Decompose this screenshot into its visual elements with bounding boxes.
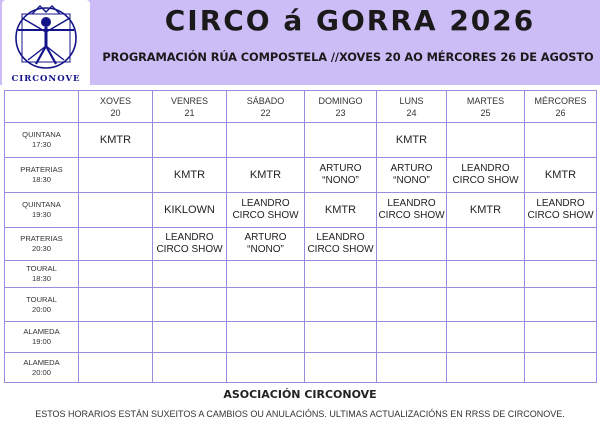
event-cell [227, 193, 305, 228]
event-cell [305, 228, 377, 261]
empty-cell [79, 261, 153, 288]
event-line: “NONO” [247, 244, 284, 255]
corner-cell [5, 91, 79, 123]
day-name: VENRES [170, 95, 208, 106]
location-name: PRATERIAS [20, 234, 63, 243]
event-cell [227, 158, 305, 193]
schedule-row [5, 123, 597, 158]
slot-time: 19:00 [31, 337, 51, 346]
day-number: 24 [406, 107, 417, 118]
slot-time: 20:00 [31, 367, 51, 377]
event-cell [447, 193, 525, 228]
event-cell [525, 193, 597, 228]
day-name: MÉRCORES [534, 95, 587, 106]
event-line: CIRCO SHOW [378, 210, 445, 221]
empty-cell [79, 228, 153, 261]
day-header [79, 91, 153, 123]
empty-cell [227, 353, 305, 383]
empty-cell [525, 123, 597, 158]
event-line: CIRCO SHOW [156, 244, 223, 255]
event-line: LEANDRO [536, 198, 585, 209]
empty-cell [525, 353, 597, 383]
empty-cell [227, 261, 305, 288]
empty-cell [377, 322, 447, 353]
event-line: KMTR [395, 134, 428, 146]
day-header [447, 91, 525, 123]
empty-cell [447, 228, 525, 261]
day-number: 21 [184, 107, 195, 118]
location-time-cell [5, 288, 79, 322]
schedule-row [5, 288, 597, 322]
empty-cell [447, 261, 525, 288]
empty-cell [305, 261, 377, 288]
event-cell [525, 158, 597, 193]
page-title: CIRCO á GORRA 2026 [164, 4, 536, 37]
day-name: XOVES [99, 95, 131, 106]
event-cell [153, 228, 227, 261]
day-header [305, 91, 377, 123]
location-time-cell [5, 123, 79, 158]
empty-cell [525, 322, 597, 353]
empty-cell [79, 353, 153, 383]
event-line: “NONO” [393, 175, 430, 186]
event-line: KMTR [173, 169, 206, 181]
event-line: ARTURO [390, 163, 433, 174]
event-cell [227, 228, 305, 261]
slot-time: 18:30 [31, 175, 51, 184]
empty-cell [377, 353, 447, 383]
empty-cell [525, 261, 597, 288]
empty-cell [305, 353, 377, 383]
location-time-cell [5, 158, 79, 193]
schedule-row [5, 228, 597, 261]
day-name: DOMINGO [318, 95, 363, 106]
location-name: TOURAL [26, 294, 57, 304]
day-name: MARTES [466, 95, 505, 106]
empty-cell [305, 123, 377, 158]
location-time-cell [5, 322, 79, 353]
empty-cell [447, 353, 525, 383]
event-cell [377, 193, 447, 228]
day-number: 22 [260, 107, 271, 118]
slot-time: 20:00 [31, 304, 51, 314]
header-row [5, 91, 597, 123]
empty-cell [447, 322, 525, 353]
event-line: LEANDRO [165, 232, 214, 243]
event-line: KMTR [469, 204, 502, 216]
day-header [227, 91, 305, 123]
empty-cell [227, 288, 305, 322]
location-time-cell [5, 193, 79, 228]
event-cell [153, 193, 227, 228]
day-number: 26 [555, 107, 566, 118]
location-name: QUINTANA [22, 130, 61, 139]
event-cell [377, 158, 447, 193]
event-cell [377, 123, 447, 158]
empty-cell [447, 123, 525, 158]
event-line: KMTR [99, 134, 132, 146]
slot-time: 18:30 [31, 274, 51, 283]
event-cell [153, 158, 227, 193]
empty-cell [227, 123, 305, 158]
event-line: LEANDRO [316, 232, 365, 243]
empty-cell [305, 288, 377, 322]
slot-time: 19:30 [31, 210, 51, 219]
schedule-row [5, 158, 597, 193]
location-name: PRATERIAS [20, 165, 63, 174]
empty-cell [153, 288, 227, 322]
empty-cell [525, 228, 597, 261]
location-name: ALAMEDA [23, 327, 60, 336]
event-line: ARTURO [319, 163, 362, 174]
event-line: KMTR [249, 169, 282, 181]
empty-cell [153, 123, 227, 158]
empty-cell [227, 322, 305, 353]
event-line: KMTR [544, 169, 577, 181]
empty-cell [525, 288, 597, 322]
slot-time: 20:30 [31, 244, 51, 253]
slot-time: 17:30 [31, 140, 51, 149]
event-cell [79, 123, 153, 158]
location-name: QUINTANA [22, 200, 61, 209]
day-number: 25 [480, 107, 491, 118]
empty-cell [377, 288, 447, 322]
day-number: 23 [335, 107, 346, 118]
logo-wordmark: CIRCONOVE [11, 74, 81, 84]
day-name: SÁBADO [246, 95, 285, 106]
empty-cell [153, 353, 227, 383]
day-name: LUNS [399, 95, 424, 106]
day-header [525, 91, 597, 123]
empty-cell [79, 322, 153, 353]
footer-note: ESTOS HORARIOS ESTÁN SUXEITOS A CAMBIOS OU ANULACIÓNS. ULTIMAS ACTUALIZACIÓNS EN RRSS DE CIRCONOVE. [35, 409, 565, 419]
location-name: TOURAL [26, 264, 57, 273]
day-number: 20 [110, 107, 121, 118]
event-line: “NONO” [322, 175, 359, 186]
empty-cell [79, 288, 153, 322]
event-line: KMTR [324, 204, 357, 216]
footer-association: ASOCIACIÓN CIRCONOVE [223, 388, 377, 401]
empty-cell [305, 322, 377, 353]
empty-cell [447, 288, 525, 322]
location-time-cell [5, 228, 79, 261]
schedule-table [4, 90, 597, 383]
location-time-cell [5, 353, 79, 383]
circonove-logo [2, 0, 90, 88]
empty-cell [153, 322, 227, 353]
page-subtitle: PROGRAMACIÓN RÚA COMPOSTELA //XOVES 20 AO MÉRCORES 26 DE AGOSTO [102, 50, 594, 64]
event-line: CIRCO SHOW [232, 210, 299, 221]
event-cell [447, 158, 525, 193]
schedule-row [5, 193, 597, 228]
schedule-row [5, 261, 597, 288]
location-time-cell [5, 261, 79, 288]
schedule-row [5, 353, 597, 383]
empty-cell [377, 261, 447, 288]
event-line: LEANDRO [387, 198, 436, 209]
event-line: LEANDRO [241, 198, 290, 209]
event-line: ARTURO [244, 232, 287, 243]
empty-cell [79, 193, 153, 228]
event-line: CIRCO SHOW [452, 175, 519, 186]
location-name: ALAMEDA [23, 357, 60, 367]
empty-cell [79, 158, 153, 193]
event-line: KIKLOWN [164, 204, 215, 216]
empty-cell [377, 228, 447, 261]
event-cell [305, 193, 377, 228]
event-line: CIRCO SHOW [527, 210, 594, 221]
empty-cell [153, 261, 227, 288]
event-cell [305, 158, 377, 193]
event-line: LEANDRO [461, 163, 510, 174]
event-line: CIRCO SHOW [307, 244, 374, 255]
day-header [377, 91, 447, 123]
schedule-row [5, 322, 597, 353]
day-header [153, 91, 227, 123]
